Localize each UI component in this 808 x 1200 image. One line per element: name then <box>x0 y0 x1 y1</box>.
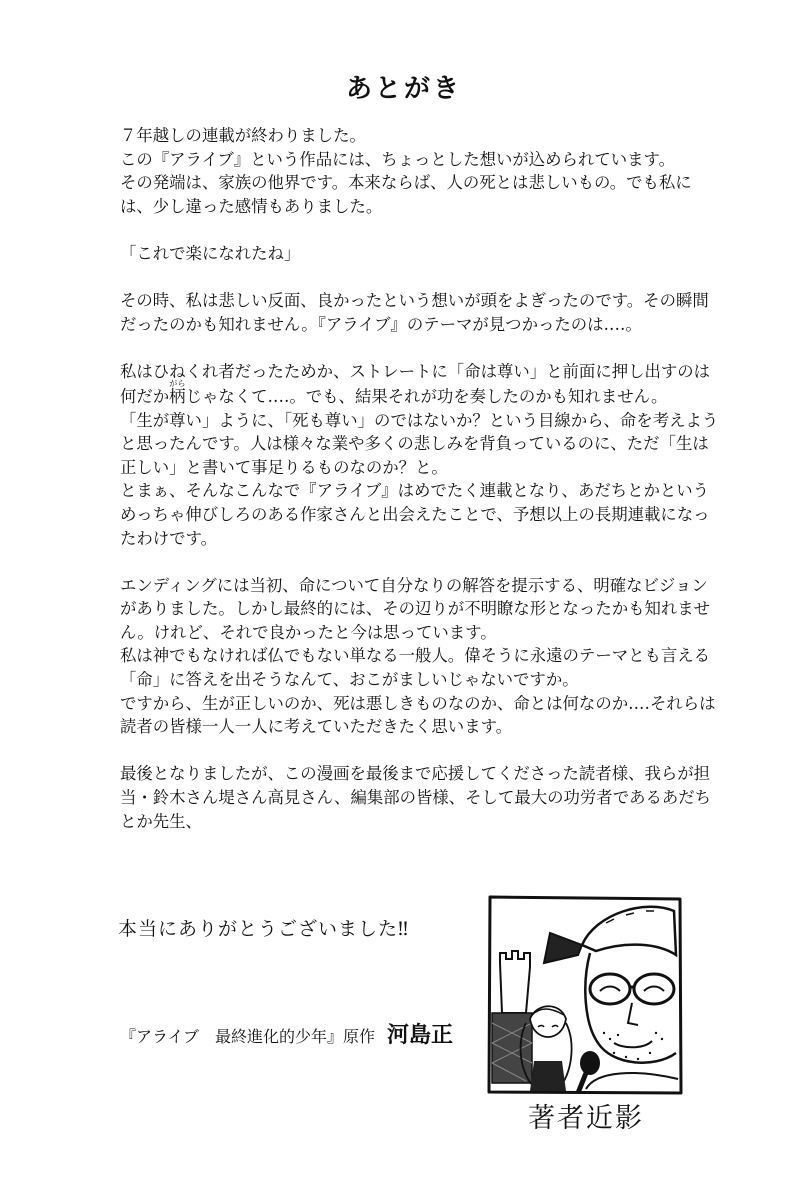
credit-author: 河島正 <box>387 1022 454 1048</box>
credit-work: 『アライブ 最終進化的少年』原作 <box>120 1027 376 1046</box>
author-portrait-drawing <box>486 893 684 1098</box>
paragraph-1: ７年越しの連載が終わりました。 この『アライブ』という作品には、ちょっとした想いが込められています。 その発端は、家族の他界です。本来ならば、人の死とは悲しいもの。でも私には、少し違った感情もありました。 <box>120 126 692 216</box>
paragraph-4: 私はひねくれ者だったためか、ストレートに「命は尊い」と前面に押し出すのは何だか柄がらじゃなくて‥‥。でも、結果それが功を奏したのかも知れません。 「生が尊い」ように、「死も尊い」のではないか？という目線から、命を考えようと思ったんです。人は様々な業や多くの悲しみを背負っているのに、ただ「生は正しい」と書いて事足りるものなのか？と。 とまぁ、そんなこんなで『アライブ』はめでたく連載となり、あだちとかというめっちゃ伸びしろのある作家さんと出会えたことで、予想以上の長期連載になったわけです。 <box>120 361 719 548</box>
paragraph-3: その時、私は悲しい反面、良かったという想いが頭をよぎったのです。その瞬間だったのかも知れません。『アライブ』のテーマが見つかったのは‥‥。 <box>120 291 709 334</box>
credit-line <box>120 1018 453 1049</box>
thanks-line: 本当にありがとうございました‼ <box>118 918 410 940</box>
portrait-caption: 著者近影 <box>528 1103 644 1134</box>
paragraph-6: 最後となりましたが、この漫画を最後まで応援してくださった読者様、我らが担当・鈴木さん堤さん高見さん、編集部の皆様、そして最大の功労者であるあだちとか先生、 <box>120 764 712 831</box>
ruby-reading: 柄がら <box>169 378 186 406</box>
ruby-text: がら <box>169 378 186 388</box>
afterword-body <box>120 124 720 833</box>
paragraph-2: 「これで楽になれたね」 <box>120 243 301 263</box>
page-title: あとがき <box>345 74 462 104</box>
paragraph-5: エンディングには当初、命について自分なりの解答を提示する、明確なビジョンがありました。しかし最終的には、その辺りが不明瞭な形となったかも知れません。けれど、それで良かったと今は思っています。 私は神でもなければ仏でもない単なる一般人。偉そうに永遠のテーマとも言える「命」に答えを出そうなんて、おこがましいじゃないですか。 ですから、生が正しいのか、死は悪しきものなのか、命とは何なのか‥‥それらは読者の皆様一人一人に考えていただきたく思います。 <box>120 575 716 737</box>
